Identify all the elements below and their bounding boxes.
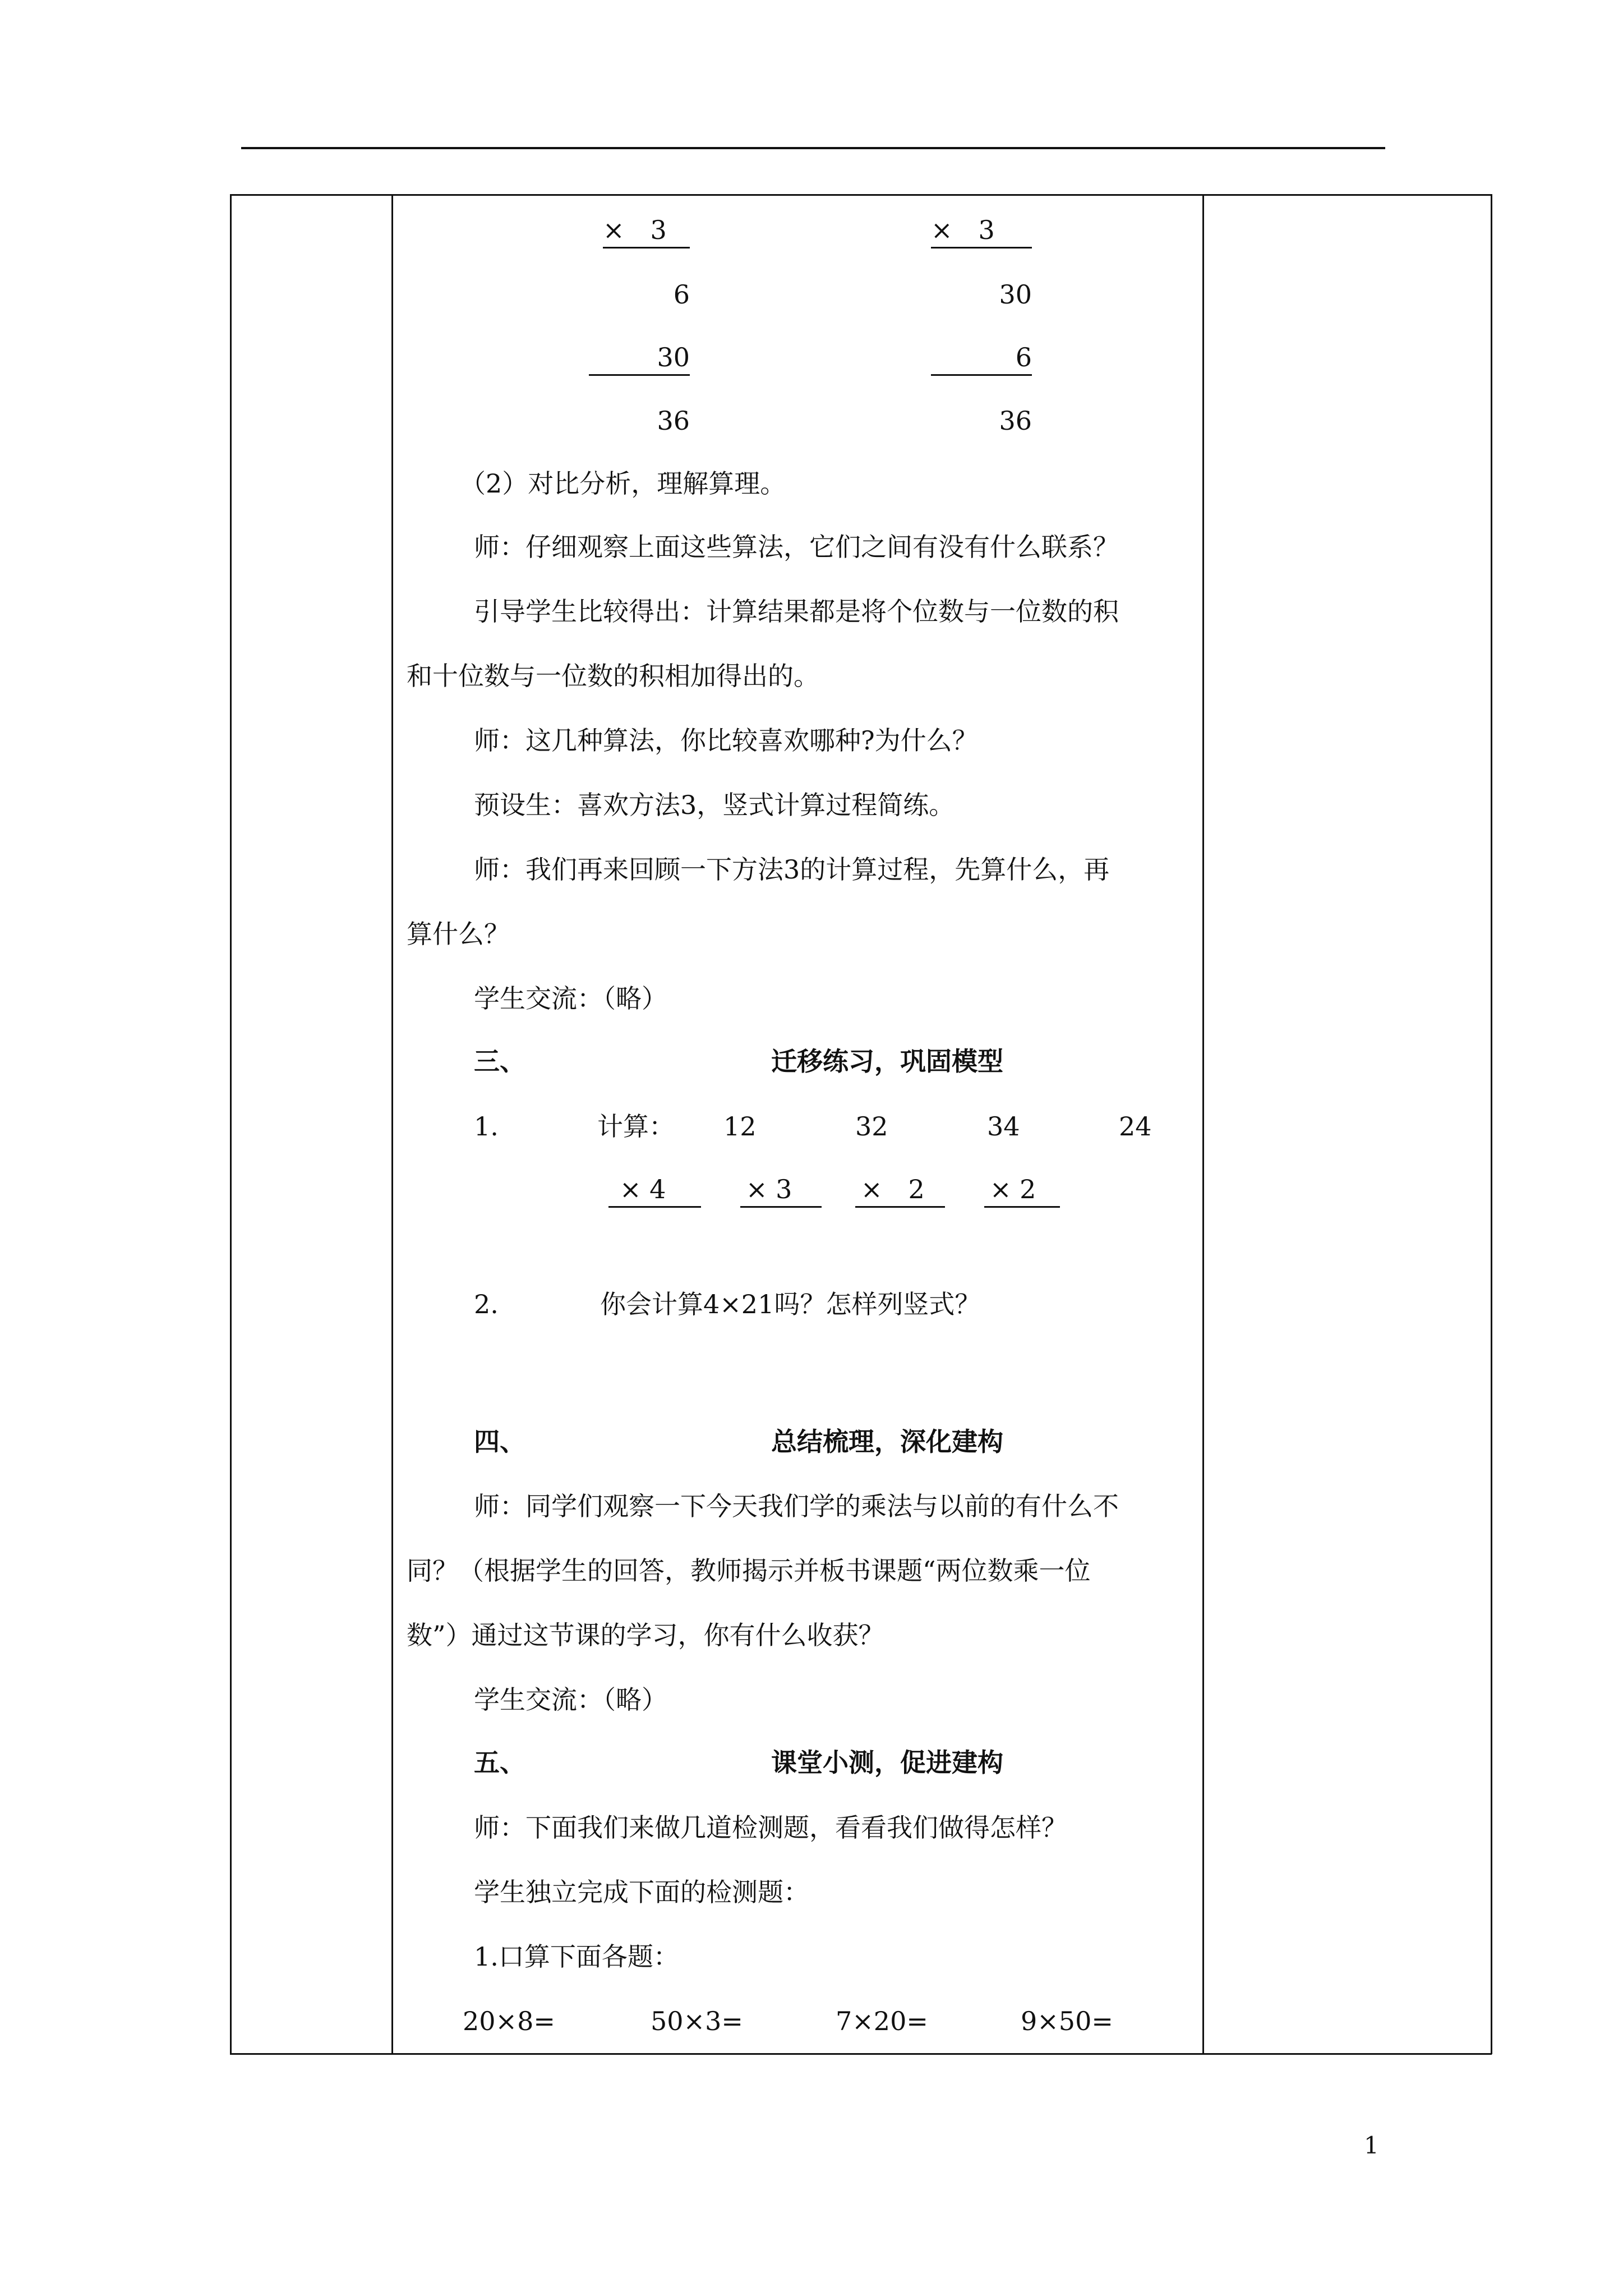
- paragraph-teacher-preference: 师：这几种算法，你比较喜欢哪种?为什么？: [474, 725, 978, 756]
- oral-problem-1: 20×8=: [463, 2006, 555, 2036]
- section-5-line-2: 学生独立完成下面的检测题：: [474, 1877, 809, 1907]
- section-5-line-3: 1.口算下面各题：: [474, 1941, 679, 1972]
- exercise-1-top-2: 32: [855, 1111, 888, 1142]
- header-rule: [241, 147, 1385, 149]
- calc-a-total: 36: [657, 406, 690, 436]
- exercise-1-mult-1: × 4: [608, 1172, 701, 1208]
- table-right-border: [1491, 194, 1492, 2054]
- oral-problem-2: 50×3=: [651, 2006, 743, 2036]
- paragraph-review-line-1: 师：我们再来回顾一下方法3的计算过程，先算什么，再: [474, 854, 1110, 885]
- exercise-1-top-1: 12: [723, 1111, 757, 1142]
- paragraph-guide-line-2: 和十位数与一位数的积相加得出的。: [407, 661, 819, 691]
- page-number: 1: [1364, 2132, 1379, 2159]
- table-column-divider-right: [1202, 194, 1204, 2054]
- section-5-line-1: 师：下面我们来做几道检测题，看看我们做得怎样？: [474, 1812, 1067, 1843]
- section-4-line-2: 同？（根据学生的回答，教师揭示并板书课题“两位数乘一位: [407, 1556, 1091, 1586]
- calc-a-multiplier: × 3: [603, 213, 690, 249]
- paragraph-teacher-question: 师：仔细观察上面这些算法，它们之间有没有什么联系？: [474, 532, 1119, 562]
- exercise-1-mult-4: × 2: [984, 1172, 1060, 1208]
- exercise-2-text: 你会计算4×21吗？怎样列竖式？: [600, 1289, 981, 1319]
- paragraph-review-line-2: 算什么？: [407, 919, 510, 949]
- table-left-border: [230, 194, 232, 2054]
- section-4-title: 总结梳理，深化建构: [771, 1427, 1003, 1457]
- exercise-2-number: 2.: [474, 1289, 499, 1319]
- exercise-1-mult-2: × 3: [740, 1172, 822, 1208]
- paragraph-student-exchange: 学生交流：（略）: [474, 983, 667, 1014]
- section-3-number: 三、: [474, 1046, 525, 1076]
- section-4-line-4: 学生交流：（略）: [474, 1685, 667, 1715]
- calc-b-partial-2: 6: [931, 341, 1032, 376]
- exercise-1-mult-3: × 2: [855, 1172, 945, 1208]
- oral-problem-3: 7×20=: [836, 2006, 928, 2036]
- table-bottom-border: [230, 2053, 1492, 2055]
- calc-a-partial-1: 6: [673, 279, 690, 310]
- calc-b-multiplier: × 3: [931, 213, 1032, 249]
- section-4-number: 四、: [474, 1427, 525, 1457]
- exercise-1-label: 计算：: [597, 1111, 675, 1142]
- table-top-border: [230, 194, 1492, 196]
- oral-problem-4: 9×50=: [1021, 2006, 1113, 2036]
- paragraph-preset-answer: 预设生：喜欢方法3，竖式计算过程简练。: [474, 790, 955, 820]
- calc-b-partial-1: 30: [999, 279, 1032, 310]
- paragraph-guide-line-1: 引导学生比较得出：计算结果都是将个位数与一位数的积: [474, 596, 1119, 627]
- section-5-number: 五、: [474, 1747, 525, 1778]
- section-4-line-3: 数”）通过这节课的学习，你有什么收获？: [407, 1620, 884, 1650]
- section-5-title: 课堂小测，促进建构: [771, 1747, 1003, 1778]
- section-4-line-1: 师：同学们观察一下今天我们学的乘法与以前的有什么不: [474, 1491, 1119, 1521]
- table-column-divider-left: [391, 194, 393, 2054]
- exercise-1-number: 1.: [474, 1111, 499, 1142]
- exercise-1-top-4: 24: [1119, 1111, 1152, 1142]
- calc-b-total: 36: [999, 406, 1032, 436]
- calc-a-partial-2: 30: [589, 341, 690, 376]
- exercise-1-top-3: 34: [987, 1111, 1020, 1142]
- paragraph-contrast-analysis: （2）对比分析，理解算理。: [460, 468, 786, 499]
- section-3-title: 迁移练习，巩固模型: [771, 1046, 1003, 1076]
